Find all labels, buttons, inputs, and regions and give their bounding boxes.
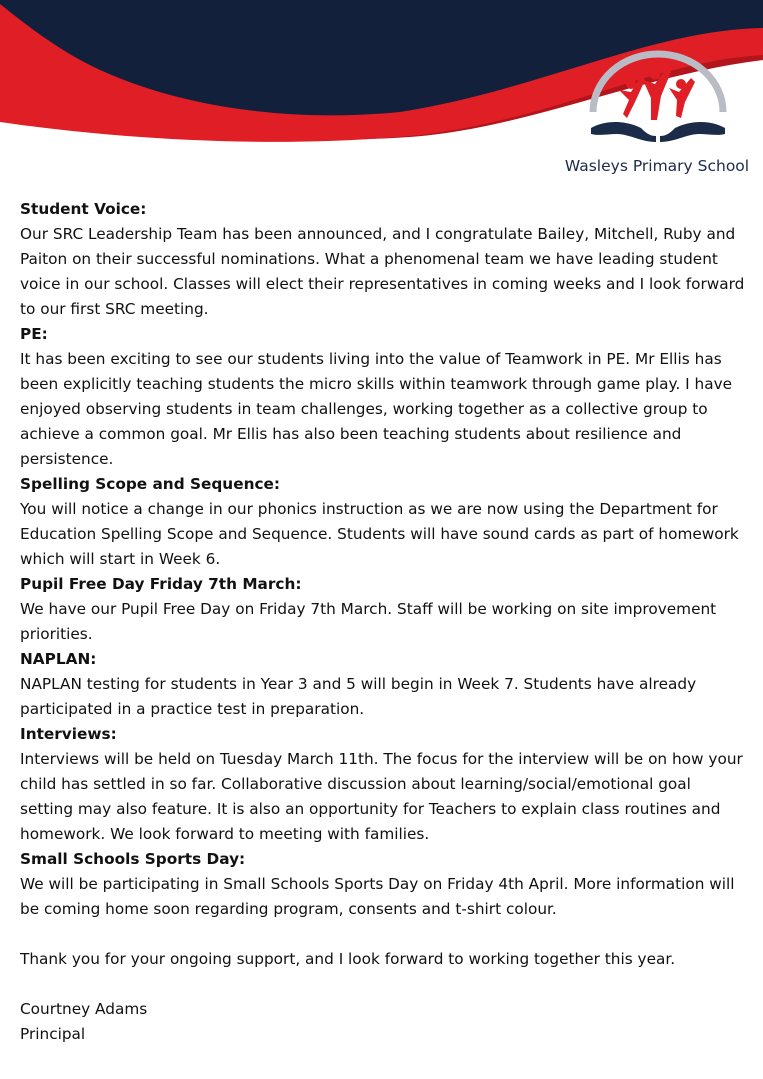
- closing-text: Thank you for your ongoing support, and I look forward to working together this year.: [20, 950, 676, 968]
- school-crest-icon: [583, 50, 733, 150]
- section-heading-interviews: Interviews:: [20, 725, 117, 743]
- school-name: Wasleys Primary School: [564, 157, 750, 175]
- signature-block: [20, 997, 745, 1047]
- section-body-spelling: You will notice a change in our phonics instruction as we are now using the Department for Education Spelling Scope and Sequence. Students will have sound cards as part of homework which will start in Week 6.: [20, 500, 739, 568]
- section-heading-student-voice: Student Voice:: [20, 200, 147, 218]
- section-heading-spelling: Spelling Scope and Sequence:: [20, 475, 281, 493]
- section-body-sports-day: We will be participating in Small Schools Sports Day on Friday 4th April. More information will be coming home soon regarding program, consents and t-shirt colour.: [20, 875, 735, 918]
- section-body-naplan: NAPLAN testing for students in Year 3 and 5 will begin in Week 7. Students have already participated in a practice test in preparation.: [20, 675, 697, 718]
- section-heading-sports-day: Small Schools Sports Day:: [20, 850, 246, 868]
- crest-hands: [591, 122, 725, 142]
- section-heading-pe: PE:: [20, 325, 48, 343]
- section-body-interviews: Interviews will be held on Tuesday March 11th. The focus for the interview will be on how your child has settled in so far. Collaborative discussion about learning/social/emotional goal setting may also feature. It is also an opportunity for Teachers to explain class routines and homework. We look forward to meeting with families.: [20, 750, 743, 843]
- section-body-pe: It has been exciting to see our students living into the value of Teamwork in PE. Mr Ellis has been explicitly teaching students the micro skills within teamwork through game play. I have enjoyed observing students in team challenges, working together as a collective group to achieve a common goal. Mr Ellis has also been teaching students about resilience and persistence.: [20, 350, 733, 468]
- section-body-pupil-free-day: We have our Pupil Free Day on Friday 7th March. Staff will be working on site improvement priorities.: [20, 600, 717, 643]
- signature-title: Principal: [20, 1025, 86, 1043]
- section-heading-naplan: NAPLAN:: [20, 650, 97, 668]
- crest-figures: [619, 68, 695, 120]
- section-body-student-voice: Our SRC Leadership Team has been announced, and I congratulate Bailey, Mitchell, Ruby and Paiton on their successful nominations. What a phenomenal team we have leading student voice in our school. Classes will elect their representatives in coming weeks and I look forward to our first SRC meeting.: [20, 225, 745, 318]
- newsletter-content: [20, 197, 745, 1047]
- section-heading-pupil-free-day: Pupil Free Day Friday 7th March:: [20, 575, 302, 593]
- signature-name: Courtney Adams: [20, 1000, 148, 1018]
